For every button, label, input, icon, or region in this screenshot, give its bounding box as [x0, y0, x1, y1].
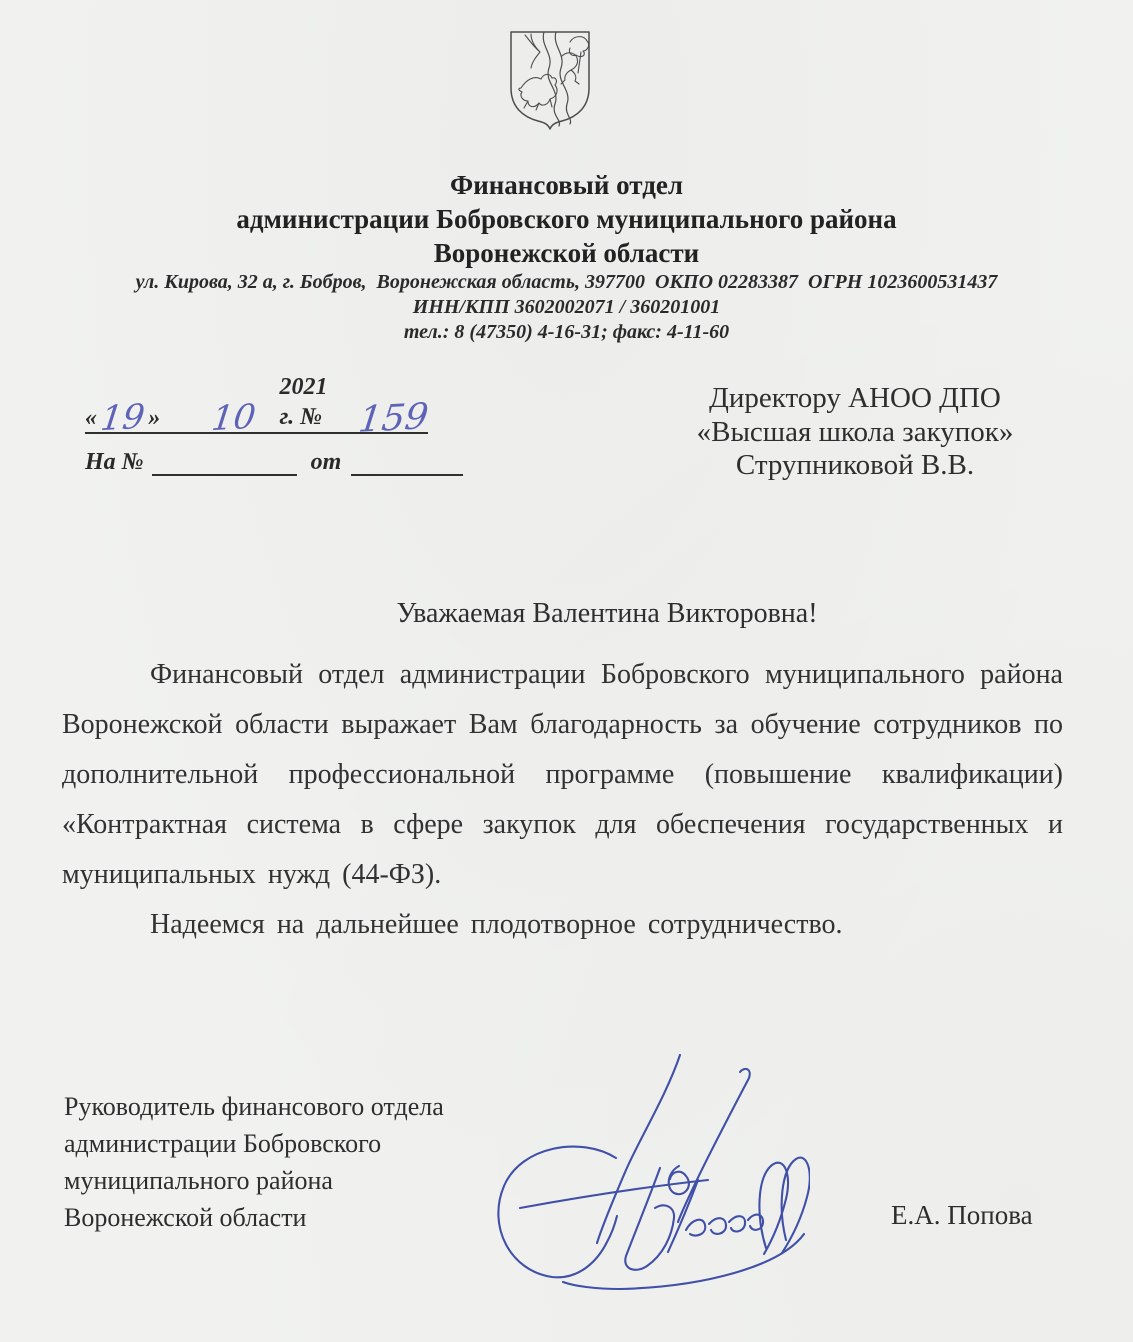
- org-name-line-2: администрации Бобровского муниципального района: [236, 204, 897, 234]
- body-paragraph-1: Финансовый отдел администрации Бобровского муниципального района Воронежской области выражает Вам благодарность за обучение сотрудников по дополнительной профессиональной программе (повышение квалификации) «Контрактная система в сфере закупок для обеспечения государственных и муниципальных нужд (44-ФЗ).: [62, 659, 1063, 890]
- reply-date-blank: [351, 448, 463, 476]
- reply-number-blank: [152, 448, 297, 476]
- salutation: Уважаемая Валентина Викторовна!: [396, 598, 818, 629]
- addressee-organization: «Высшая школа закупок»: [696, 415, 1014, 448]
- year-number-label: 2021 г. №: [279, 374, 328, 430]
- handwritten-outgoing-number: 159: [356, 396, 431, 441]
- outgoing-date-line: [85, 374, 431, 441]
- handwritten-day: 19: [98, 396, 147, 440]
- org-name-line-3: Воронежской области: [433, 238, 700, 268]
- org-phone-line: тел.: 8 (47350) 4-16-31; факс: 4-11-60: [403, 321, 730, 343]
- quote-open-mark: «: [85, 405, 97, 431]
- signer-name: Е.А. Попова: [891, 1200, 1033, 1230]
- reply-from-label: от: [310, 449, 342, 475]
- signer-position-line-3: муниципального района: [64, 1166, 333, 1195]
- letter-body: [62, 650, 1063, 950]
- body-paragraph-2: Надеемся на дальнейшее плодотворное сотрудничество.: [150, 909, 843, 940]
- signer-position-line-4: Воронежской области: [64, 1203, 307, 1232]
- quote-close-mark: »: [148, 405, 161, 431]
- letterhead: [0, 168, 1133, 345]
- reply-number-label: На №: [85, 449, 144, 475]
- addressee-position: Директору АНОО ДПО: [709, 382, 1001, 414]
- signer-position-block: [64, 1088, 534, 1236]
- addressee-name: Струпниковой В.В.: [735, 449, 975, 481]
- handwritten-signature: [468, 1038, 810, 1320]
- reply-reference-line: [85, 446, 463, 476]
- signer-position-line-2: администрации Бобровского: [64, 1129, 382, 1158]
- signer-position-line-1: Руководитель финансового отдела: [64, 1092, 444, 1121]
- bobrov-coat-of-arms-icon: [504, 28, 596, 132]
- org-address-line: ул. Кирова, 32 а, г. Бобров, Воронежская область, 397700 ОКПО 02283387 ОГРН 1023600531437: [135, 271, 998, 293]
- handwritten-month: 10: [209, 396, 259, 440]
- org-inn-kpp-line: ИНН/КПП 3602002071 / 360201001: [412, 296, 721, 318]
- addressee-block: [645, 382, 1065, 483]
- org-name-line-1: Финансовый отдел: [450, 170, 683, 200]
